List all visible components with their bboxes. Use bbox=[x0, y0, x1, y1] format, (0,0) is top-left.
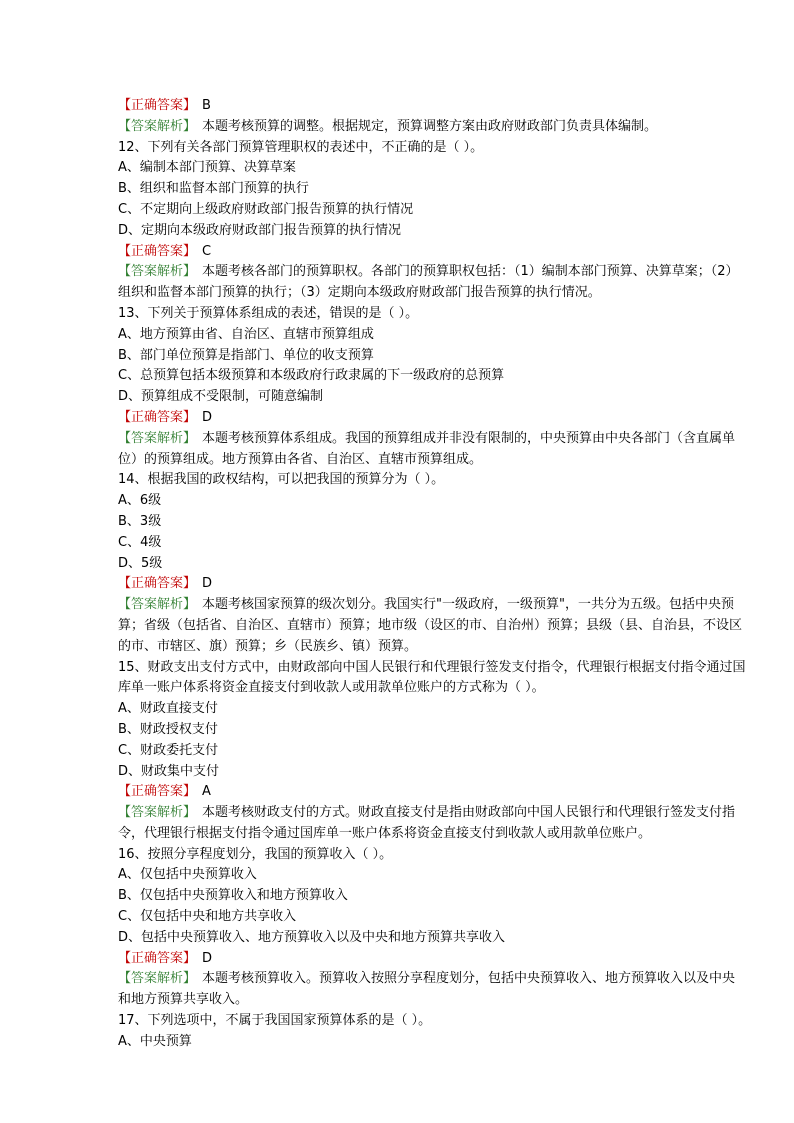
analysis-text: 本题考核各部门的预算职权。各部门的预算职权包括：（1）编制本部门预算、决算草案；（2）组织和监督本部门预算的执行；（3）定期向本级政府财政部门报告预算的执行情况。 bbox=[118, 264, 739, 301]
answer-value: A bbox=[202, 784, 211, 800]
answer-label: 【正确答案】 bbox=[118, 98, 197, 113]
option: A、仅包括中央预算收入 bbox=[118, 867, 257, 883]
option: C、仅包括中央和地方共享收入 bbox=[118, 909, 297, 925]
analysis-label: 【答案解析】 bbox=[118, 118, 197, 134]
option: B、部门单位预算是指部门、单位的收支预算 bbox=[118, 347, 374, 363]
answer-value: C bbox=[202, 243, 212, 259]
option: B、仅包括中央预算收入和地方预算收入 bbox=[118, 888, 348, 904]
option: D、定期向本级政府财政部门报告预算的执行情况 bbox=[118, 222, 402, 238]
answer-label: 【正确答案】 bbox=[118, 409, 197, 425]
analysis-line bbox=[118, 969, 748, 1011]
answer-value: B bbox=[202, 98, 211, 113]
question-stem: 15、财政支出支付方式中，由财政部向中国人民银行和代理银行签发支付指令，代理银行根据支付指令通过国库单一账户体系将资金直接支付到收款人或用款单位账户的方式称为（ ）。 bbox=[118, 659, 746, 696]
option: D、5级 bbox=[118, 555, 163, 571]
analysis-label: 【答案解析】 bbox=[118, 805, 197, 821]
answer-line bbox=[118, 574, 748, 595]
answer-line bbox=[118, 242, 748, 263]
analysis-text: 本题考核国家预算的级次划分。我国实行"一级政府，一级预算"，一共分为五级。包括中央预算；省级（包括省、自治区、直辖市）预算；地市级（设区的市、自治州）预算；县级（县、自治县，不设区的市、市辖区、旗）预算；乡（民族乡、镇）预算。 bbox=[118, 597, 743, 654]
answer-label: 【正确答案】 bbox=[118, 243, 197, 259]
option: A、地方预算由省、自治区、直辖市预算组成 bbox=[118, 326, 374, 342]
option: A、6级 bbox=[118, 493, 162, 509]
analysis-line bbox=[118, 117, 748, 138]
analysis-text: 本题考核财政支付的方式。财政直接支付是指由财政部向中国人民银行和代理银行签发支付指令，代理银行根据支付指令通过国库单一账户体系将资金直接支付到收款人或用款单位账户。 bbox=[118, 805, 736, 841]
analysis-label: 【答案解析】 bbox=[118, 597, 197, 613]
question-stem: 14、根据我国的政权结构，可以把我国的预算分为（ ）。 bbox=[118, 472, 445, 488]
option: D、财政集中支付 bbox=[118, 763, 220, 779]
answer-label: 【正确答案】 bbox=[118, 576, 197, 592]
question-stem: 17、下列选项中，不属于我国国家预算体系的是（ ）。 bbox=[118, 1013, 432, 1029]
option: C、总预算包括本级预算和本级政府行政隶属的下一级政府的总预算 bbox=[118, 368, 505, 384]
option: B、3级 bbox=[118, 513, 162, 529]
option: D、包括中央预算收入、地方预算收入以及中央和地方预算共享收入 bbox=[118, 929, 506, 945]
question-stem: 12、下列有关各部门预算管理职权的表述中，不正确的是（ ）。 bbox=[118, 139, 484, 155]
analysis-label: 【答案解析】 bbox=[118, 264, 197, 280]
answer-label: 【正确答案】 bbox=[118, 950, 197, 966]
option: A、中央预算 bbox=[118, 1033, 192, 1049]
analysis-line bbox=[118, 595, 748, 657]
option: A、财政直接支付 bbox=[118, 701, 218, 717]
answer-line bbox=[118, 949, 748, 970]
answer-line bbox=[118, 96, 748, 117]
option: C、不定期向上级政府财政部门报告预算的执行情况 bbox=[118, 201, 414, 217]
document-page bbox=[118, 96, 748, 1053]
answer-value: D bbox=[202, 950, 213, 966]
option: B、财政授权支付 bbox=[118, 721, 218, 737]
analysis-text: 本题考核预算体系组成。我国的预算组成并非没有限制的，中央预算由中央各部门（含直属单位）的预算组成。地方预算由各省、自治区、直辖市预算组成。 bbox=[118, 430, 736, 467]
analysis-text: 本题考核预算收入。预算收入按照分享程度划分，包括中央预算收入、地方预算收入以及中央和地方预算共享收入。 bbox=[118, 971, 736, 1008]
option: B、组织和监督本部门预算的执行 bbox=[118, 181, 309, 197]
analysis-text: 本题考核预算的调整。根据规定，预算调整方案由政府财政部门负责具体编制。 bbox=[202, 118, 658, 134]
option: C、财政委托支付 bbox=[118, 742, 219, 758]
question-stem: 13、下列关于预算体系组成的表述，错误的是（ ）。 bbox=[118, 305, 419, 321]
answer-label: 【正确答案】 bbox=[118, 784, 197, 800]
analysis-line bbox=[118, 803, 748, 845]
analysis-label: 【答案解析】 bbox=[118, 971, 197, 987]
analysis-label: 【答案解析】 bbox=[118, 430, 197, 446]
answer-value: D bbox=[202, 409, 213, 425]
answer-value: D bbox=[202, 576, 213, 592]
analysis-line bbox=[118, 429, 748, 471]
answer-line bbox=[118, 408, 748, 429]
answer-line bbox=[118, 782, 748, 803]
option: A、编制本部门预算、决算草案 bbox=[118, 160, 296, 176]
option: C、4级 bbox=[118, 534, 162, 550]
option: D、预算组成不受限制，可随意编制 bbox=[118, 389, 324, 405]
question-stem: 16、按照分享程度划分，我国的预算收入（ ）。 bbox=[118, 846, 393, 862]
analysis-line bbox=[118, 262, 748, 304]
